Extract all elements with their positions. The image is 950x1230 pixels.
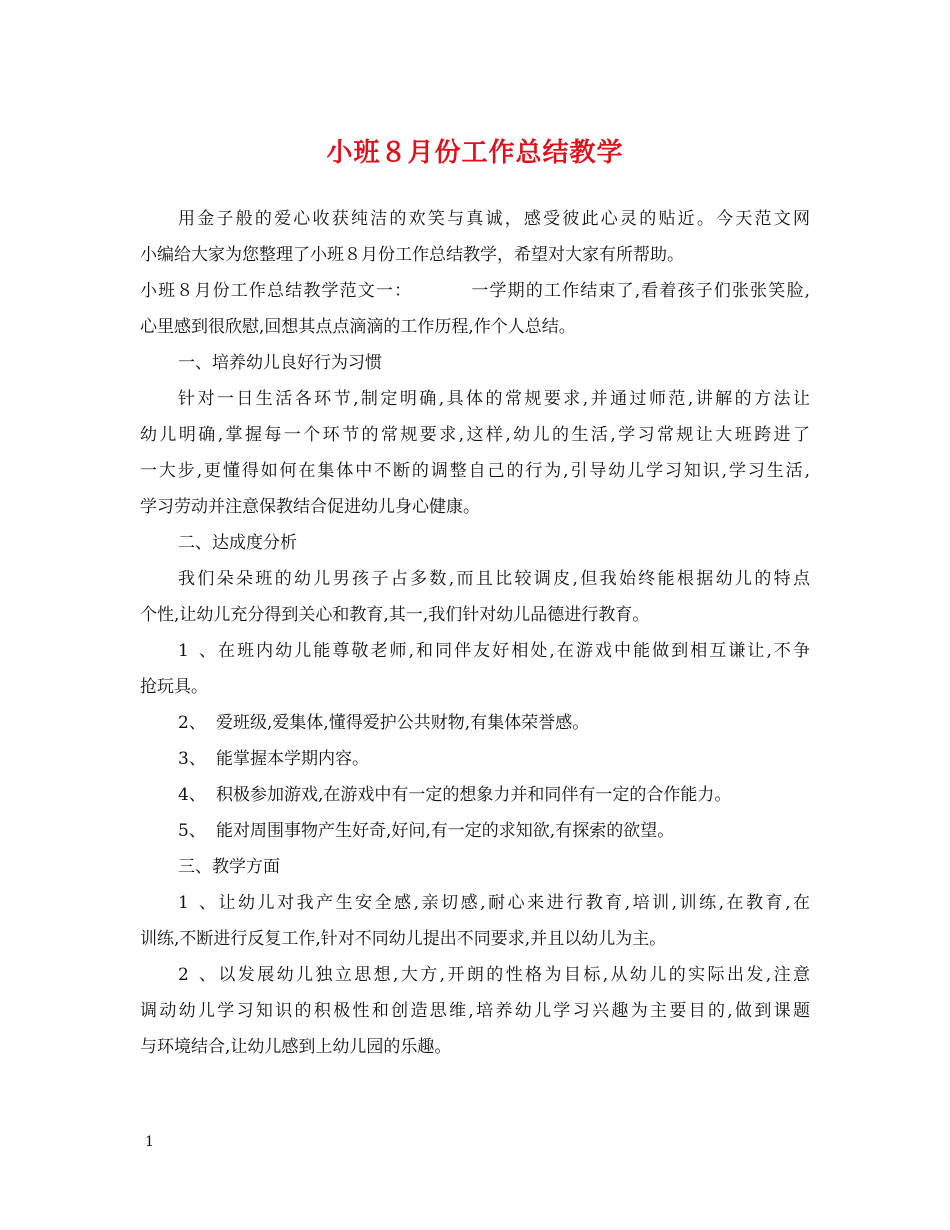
sample-text: 一学期的工作结束了,看着孩子们张张笑脸,	[470, 281, 810, 301]
list-item	[140, 633, 810, 669]
sample-label: 小班８月份工作总结教学范文一：	[140, 281, 413, 301]
section-heading: 二、达成度分析	[178, 533, 297, 553]
section-heading: 三、教学方面	[178, 857, 280, 877]
intro-line: 小编给大家为您整理了小班８月份工作总结教学，希望对大家有所帮助。	[140, 245, 684, 265]
list-number: 1、	[178, 893, 216, 913]
list-number: 5、	[178, 821, 206, 841]
sample-line: 心里感到很欣慰,回想其点点滴滴的工作历程,作个人总结。	[140, 317, 576, 337]
list-text: 能掌握本学期内容。	[216, 749, 369, 769]
list-item	[140, 885, 810, 921]
list-text: 爱班级,爱集体,懂得爱护公共财物,有集体荣誉感。	[216, 713, 590, 733]
paragraph-line: 幼儿明确,掌握每一个环节的常规要求,这样,幼儿的生活,学习常规让大班跨进了	[140, 425, 810, 445]
list-text: 以发展幼儿独立思想,大方,开朗的性格为目标,从幼儿的实际出发,注意	[216, 965, 810, 985]
section-heading: 一、培养幼儿良好行为习惯	[178, 353, 382, 373]
list-item	[140, 777, 810, 813]
paragraph-line: 个性,让幼儿充分得到关心和教育,其一,我们针对幼儿品德进行教育。	[140, 605, 650, 625]
list-text: 在班内幼儿能尊敬老师,和同伴友好相处,在游戏中能做到相互谦让,不争	[216, 641, 810, 661]
paragraph-line: 学习劳动并注意保教结合促进幼儿身心健康。	[140, 497, 480, 517]
list-number: 1、	[178, 641, 216, 661]
list-item	[140, 705, 810, 741]
list-item	[140, 957, 810, 993]
list-number: 3、	[178, 749, 206, 769]
paragraph-line: 我们朵朵班的幼儿男孩子占多数,而且比较调皮,但我始终能根据幼儿的特点	[178, 569, 810, 589]
document-body	[140, 201, 810, 1065]
list-item-continued: 抢玩具。	[140, 677, 208, 697]
list-number: 2、	[178, 965, 216, 985]
paragraph-line: 一大步,更懂得如何在集体中不断的调整自己的行为,引导幼儿学习知识,学习生活,	[140, 461, 810, 481]
list-item-continued: 与环境结合,让幼儿感到上幼儿园的乐趣。	[140, 1037, 452, 1057]
document-title: 小班８月份工作总结教学	[326, 138, 624, 168]
list-item-continued: 调动幼儿学习知识的积极性和创造思维,培养幼儿学习兴趣为主要目的,做到课题	[140, 1001, 810, 1021]
sample-line	[140, 273, 810, 309]
list-item	[140, 741, 810, 777]
list-item	[140, 813, 810, 849]
list-text: 让幼儿对我产生安全感,亲切感,耐心来进行教育,培训,训练,在教育,在	[216, 893, 810, 913]
list-text: 能对周围事物产生好奇,好问,有一定的求知欲,有探索的欲望。	[216, 821, 675, 841]
list-text: 积极参加游戏,在游戏中有一定的想象力并和同伴有一定的合作能力。	[216, 785, 732, 805]
list-item-continued: 训练,不断进行反复工作,针对不同幼儿提出不同要求,并且以幼儿为主。	[140, 929, 667, 949]
paragraph-line: 针对一日生活各环节,制定明确,具体的常规要求,并通过师范,讲解的方法让	[178, 389, 810, 409]
intro-line: 用金子般的爱心收获纯洁的欢笑与真诚，感受彼此心灵的贴近。今天范文网	[178, 209, 810, 229]
list-number: 4、	[178, 785, 206, 805]
page-number: 1	[145, 1134, 154, 1150]
list-number: 2、	[178, 713, 206, 733]
